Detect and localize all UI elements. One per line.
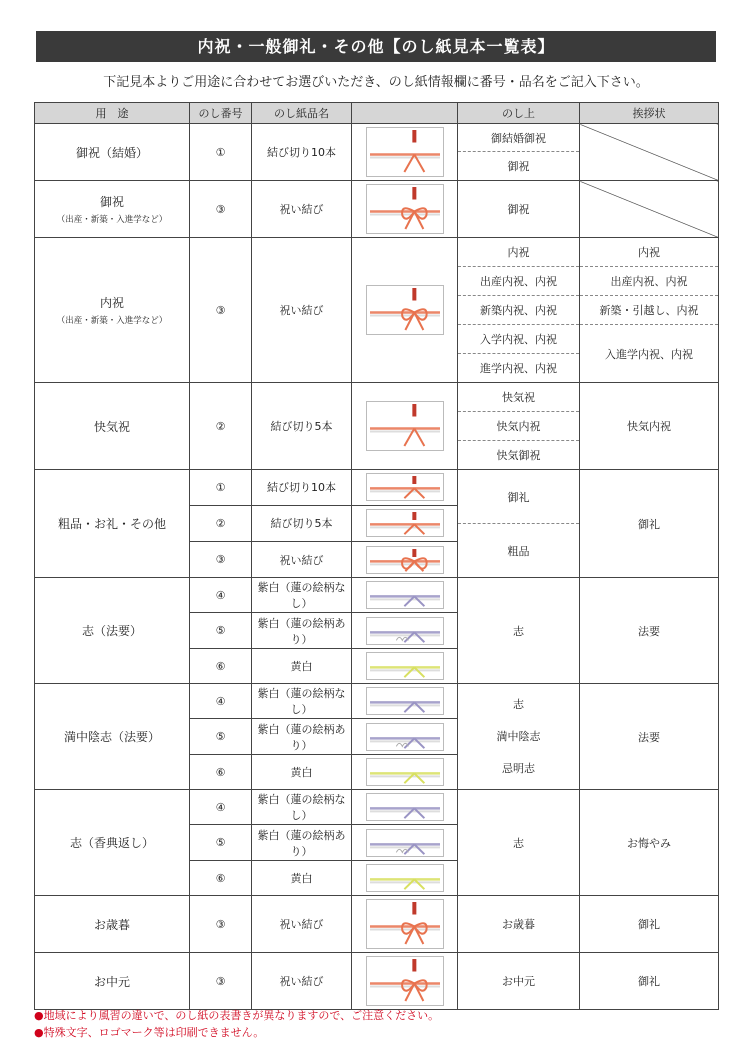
- number-cell: ⑥: [190, 755, 252, 790]
- header-number: のし番号: [190, 103, 252, 124]
- noshi-image: [352, 505, 458, 542]
- name-cell: 結び切り10本: [252, 124, 352, 181]
- use-cell: 御祝（結婚）: [35, 124, 190, 181]
- noshi-image: [352, 238, 458, 383]
- use-cell: お中元: [35, 953, 190, 1010]
- number-cell: ④: [190, 684, 252, 719]
- header-name: のし紙品名: [252, 103, 352, 124]
- name-cell: 祝い結び: [252, 896, 352, 953]
- number-cell: ③: [190, 238, 252, 383]
- noshi-image: [352, 383, 458, 470]
- name-cell: 結び切り10本: [252, 470, 352, 506]
- card-cell: 快気内祝: [580, 383, 719, 470]
- number-cell: ⑥: [190, 861, 252, 896]
- noshi-image: [352, 684, 458, 719]
- use-cell: 満中陰志（法要）: [35, 684, 190, 790]
- noshi-image: [352, 953, 458, 1010]
- notes: [34, 1007, 439, 1041]
- use-cell: お歳暮: [35, 896, 190, 953]
- use-cell: 志（法要）: [35, 578, 190, 684]
- noshiue-cell: 御礼 粗品: [458, 470, 580, 578]
- table-row: [35, 238, 719, 383]
- noshiue-cell: 志: [458, 790, 580, 896]
- card-cell: 内祝 出産内祝、内祝 新築・引越し、内祝 入進学内祝、内祝: [580, 238, 719, 383]
- noshiue-cell: お歳暮: [458, 896, 580, 953]
- card-cell-empty: [580, 181, 719, 238]
- noshi-image: [352, 825, 458, 861]
- noshi-image: [352, 719, 458, 755]
- noshiue-cell: 御祝: [458, 181, 580, 238]
- noshi-image: [352, 181, 458, 238]
- table-row: [35, 181, 719, 238]
- noshi-image: [352, 790, 458, 825]
- page-subtitle: 下記見本よりご用途に合わせてお選びいただき、のし紙情報欄に番号・品名をご記入下さい。: [103, 75, 649, 90]
- number-cell: ③: [190, 953, 252, 1010]
- noshiue-cell: 志: [458, 578, 580, 684]
- number-cell: ②: [190, 505, 252, 542]
- noshi-image: [352, 578, 458, 613]
- table-row: [35, 684, 719, 719]
- header-image: [352, 103, 458, 124]
- header-use: 用 途: [35, 103, 190, 124]
- card-cell-empty: [580, 124, 719, 181]
- use-cell: 粗品・お礼・その他: [35, 470, 190, 578]
- noshi-image: [352, 542, 458, 578]
- noshi-table: [34, 102, 719, 1010]
- table-row: [35, 896, 719, 953]
- noshi-image: [352, 470, 458, 506]
- use-cell: 内祝 （出産・新築・入進学など）: [35, 238, 190, 383]
- card-cell: 御礼: [580, 470, 719, 578]
- name-cell: 紫白（蓮の絵柄あり）: [252, 719, 352, 755]
- name-cell: 黄白: [252, 649, 352, 684]
- noshiue-cell: 御結婚御祝 御祝: [458, 124, 580, 181]
- name-cell: 紫白（蓮の絵柄なし）: [252, 578, 352, 613]
- number-cell: ③: [190, 896, 252, 953]
- table-row: [35, 953, 719, 1010]
- card-cell: 法要: [580, 578, 719, 684]
- number-cell: ⑥: [190, 649, 252, 684]
- number-cell: ①: [190, 470, 252, 506]
- use-cell: 志（香典返し）: [35, 790, 190, 896]
- name-cell: 黄白: [252, 755, 352, 790]
- name-cell: 紫白（蓮の絵柄あり）: [252, 825, 352, 861]
- card-cell: お悔やみ: [580, 790, 719, 896]
- number-cell: ⑤: [190, 613, 252, 649]
- name-cell: 祝い結び: [252, 238, 352, 383]
- name-cell: 祝い結び: [252, 542, 352, 578]
- noshiue-cell: 志 満中陰志 忌明志: [458, 684, 580, 790]
- number-cell: ④: [190, 790, 252, 825]
- number-cell: ④: [190, 578, 252, 613]
- card-cell: 御礼: [580, 896, 719, 953]
- name-cell: 紫白（蓮の絵柄なし）: [252, 684, 352, 719]
- table-row: [35, 790, 719, 825]
- name-cell: 結び切り5本: [252, 505, 352, 542]
- number-cell: ⑤: [190, 825, 252, 861]
- noshi-image: [352, 124, 458, 181]
- name-cell: 紫白（蓮の絵柄なし）: [252, 790, 352, 825]
- header-noshiue: のし上: [458, 103, 580, 124]
- noshiue-cell: お中元: [458, 953, 580, 1010]
- noshiue-cell: 快気祝 快気内祝 快気御祝: [458, 383, 580, 470]
- noshiue-cell: 内祝 出産内祝、内祝 新築内祝、内祝 入学内祝、内祝 進学内祝、内祝: [458, 238, 580, 383]
- card-cell: 法要: [580, 684, 719, 790]
- use-cell: 御祝 （出産・新築・入進学など）: [35, 181, 190, 238]
- table-row: [35, 578, 719, 613]
- number-cell: ⑤: [190, 719, 252, 755]
- name-cell: 黄白: [252, 861, 352, 896]
- note-line: ●地域により風習の違いで、のし紙の表書きが異なりますので、ご注意ください。: [34, 1009, 440, 1022]
- number-cell: ①: [190, 124, 252, 181]
- table-row: [35, 470, 719, 506]
- noshi-image: [352, 613, 458, 649]
- noshi-image: [352, 755, 458, 790]
- table-row: [35, 124, 719, 181]
- noshi-image: [352, 649, 458, 684]
- name-cell: 祝い結び: [252, 181, 352, 238]
- name-cell: 祝い結び: [252, 953, 352, 1010]
- noshi-image: [352, 861, 458, 896]
- header-card: 挨拶状: [580, 103, 719, 124]
- number-cell: ②: [190, 383, 252, 470]
- card-cell: 御礼: [580, 953, 719, 1010]
- table-row: [35, 383, 719, 470]
- number-cell: ③: [190, 181, 252, 238]
- page-title: 内祝・一般御礼・その他【のし紙見本一覧表】: [36, 31, 716, 62]
- name-cell: 紫白（蓮の絵柄あり）: [252, 613, 352, 649]
- name-cell: 結び切り5本: [252, 383, 352, 470]
- use-cell: 快気祝: [35, 383, 190, 470]
- number-cell: ③: [190, 542, 252, 578]
- noshi-image: [352, 896, 458, 953]
- note-line: ●特殊文字、ロゴマーク等は印刷できません。: [34, 1026, 265, 1039]
- header-row: [35, 103, 719, 124]
